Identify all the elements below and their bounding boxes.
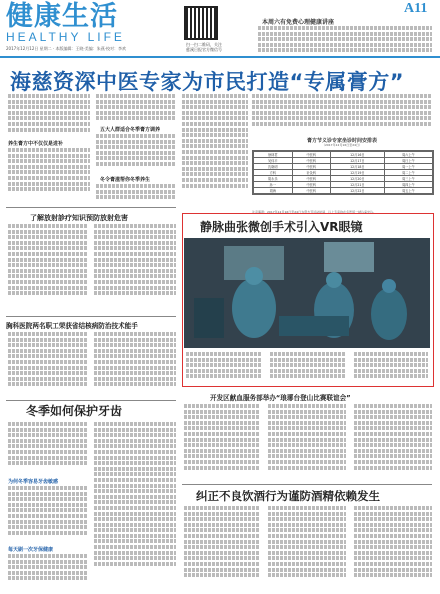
- article-column: [94, 332, 176, 396]
- schedule-cell: 周六上午: [384, 152, 432, 158]
- notice-body: [258, 26, 432, 52]
- section-divider: [6, 400, 176, 401]
- article-column: [8, 332, 88, 396]
- masthead-title: 健康生活: [6, 1, 118, 32]
- subhead: 养生膏方中不仅仅是进补: [8, 141, 64, 147]
- subhead: 为何冬季容易牙齿敏感: [8, 479, 59, 485]
- schedule-cell: 12月18日: [331, 164, 385, 170]
- section-title: 冬季如何保护牙齿: [26, 404, 123, 418]
- article-column: [96, 184, 176, 206]
- schedule-cell: 孙一: [254, 182, 293, 188]
- surgery-photo: [184, 238, 430, 348]
- section-title: 纠正不良饮酒行为谨防酒精依赖发生: [196, 489, 380, 503]
- article-column: [252, 94, 432, 134]
- masthead-subtitle: HEALTHY LIFE: [6, 30, 125, 44]
- article-column: [182, 94, 248, 206]
- article-column: [186, 352, 262, 382]
- article-column: [270, 352, 346, 382]
- article-column: [354, 404, 432, 482]
- schedule-cell: 12月21日: [331, 182, 385, 188]
- article-column: [8, 148, 90, 200]
- schedule-cell: 12月19日: [331, 170, 385, 176]
- masthead-rule: [0, 56, 440, 58]
- article-column: [8, 422, 88, 476]
- qr-caption: 扫一扫二维码，关注 慈溪日报官方微信号: [186, 42, 222, 52]
- subhead: 每天刷一次牙保健康: [8, 547, 54, 553]
- article-column: [94, 224, 176, 310]
- article-column: [8, 486, 88, 542]
- section-title: 开发区献血服务部举办“琅琊台登山比赛联谊会”: [210, 394, 351, 402]
- schedule-table: [252, 150, 434, 195]
- article-column: [184, 404, 260, 482]
- schedule-cell: 中医科: [292, 158, 331, 164]
- section-divider: [182, 484, 432, 485]
- subhead: 五大人群适合冬季膏方调养: [100, 127, 161, 133]
- article-column: [8, 224, 88, 310]
- schedule-cell: 吴伟平: [254, 158, 293, 164]
- masthead-meta: 2017年12月12日 星期二 · 本版编辑：王晓·美编：朱燕·校对：李欢: [6, 46, 126, 51]
- schedule-row: [254, 188, 433, 194]
- article-column: [354, 352, 428, 382]
- schedule-cell: 胡海: [254, 188, 293, 194]
- schedule-cell: 中医科: [292, 182, 331, 188]
- schedule-cell: 12月16日: [331, 152, 385, 158]
- article-column: [8, 94, 90, 138]
- article-column: [96, 134, 176, 174]
- surgery-photo-illustration: [184, 238, 430, 348]
- schedule-title: 膏方节义诊专家坐诊时间安排表: [306, 138, 377, 144]
- schedule-subtitle: （2017年12月16日至24日）: [321, 143, 363, 147]
- subhead: 冬令膏滋帮你冬季养生: [100, 177, 151, 183]
- page-headline: 海慈资深中医专家为市民打造“专属膏方”: [10, 70, 405, 94]
- article-column: [94, 422, 176, 590]
- schedule-cell: 12月22日: [331, 188, 385, 194]
- schedule-cell: 周三上午: [384, 176, 432, 182]
- schedule-cell: 针灸科: [292, 170, 331, 176]
- article-column: [354, 506, 432, 590]
- article-column: [96, 94, 176, 124]
- section-divider: [6, 316, 176, 317]
- section-divider: [6, 207, 176, 208]
- schedule-cell: 周一上午: [384, 164, 432, 170]
- schedule-cell: 沈晓明: [254, 164, 293, 170]
- schedule-cell: 周日上午: [384, 158, 432, 164]
- schedule-cell: 中医科: [292, 176, 331, 182]
- section-title: 了解放射診疗知识预防放射危害: [30, 214, 128, 222]
- article-column: [184, 506, 260, 590]
- schedule-cell: 12月20日: [331, 176, 385, 182]
- schedule-note: 注意事项：2017年12月16日至24日为膏方节活动时间，以上专家均在名医馆一楼诊室坐诊。: [252, 210, 377, 214]
- article-column: [268, 506, 346, 590]
- schedule-cell: 中医科: [292, 188, 331, 194]
- notice-title: 本周六有免费心理健康讲座: [262, 19, 335, 26]
- schedule-cell: 方科: [254, 170, 293, 176]
- schedule-cell: 周五上午: [384, 188, 432, 194]
- schedule-cell: 中医科: [292, 152, 331, 158]
- article-column: [268, 404, 346, 482]
- schedule-cell: 胡永乐: [254, 176, 293, 182]
- vr-section-title: 静脉曲张微创手术引入VR眼镜: [200, 220, 363, 234]
- article-column: [8, 554, 88, 590]
- schedule-cell: 周二上午: [384, 170, 432, 176]
- schedule-cell: 周四上午: [384, 182, 432, 188]
- page-number: A11: [404, 1, 428, 16]
- schedule-cell: 中医科: [292, 164, 331, 170]
- qr-code-icon: [184, 6, 218, 40]
- schedule-cell: 12月17日: [331, 158, 385, 164]
- schedule-cell: 徐林君: [254, 152, 293, 158]
- section-title: 胸科医院两名职工荣获省结核病防治技术能手: [6, 322, 138, 330]
